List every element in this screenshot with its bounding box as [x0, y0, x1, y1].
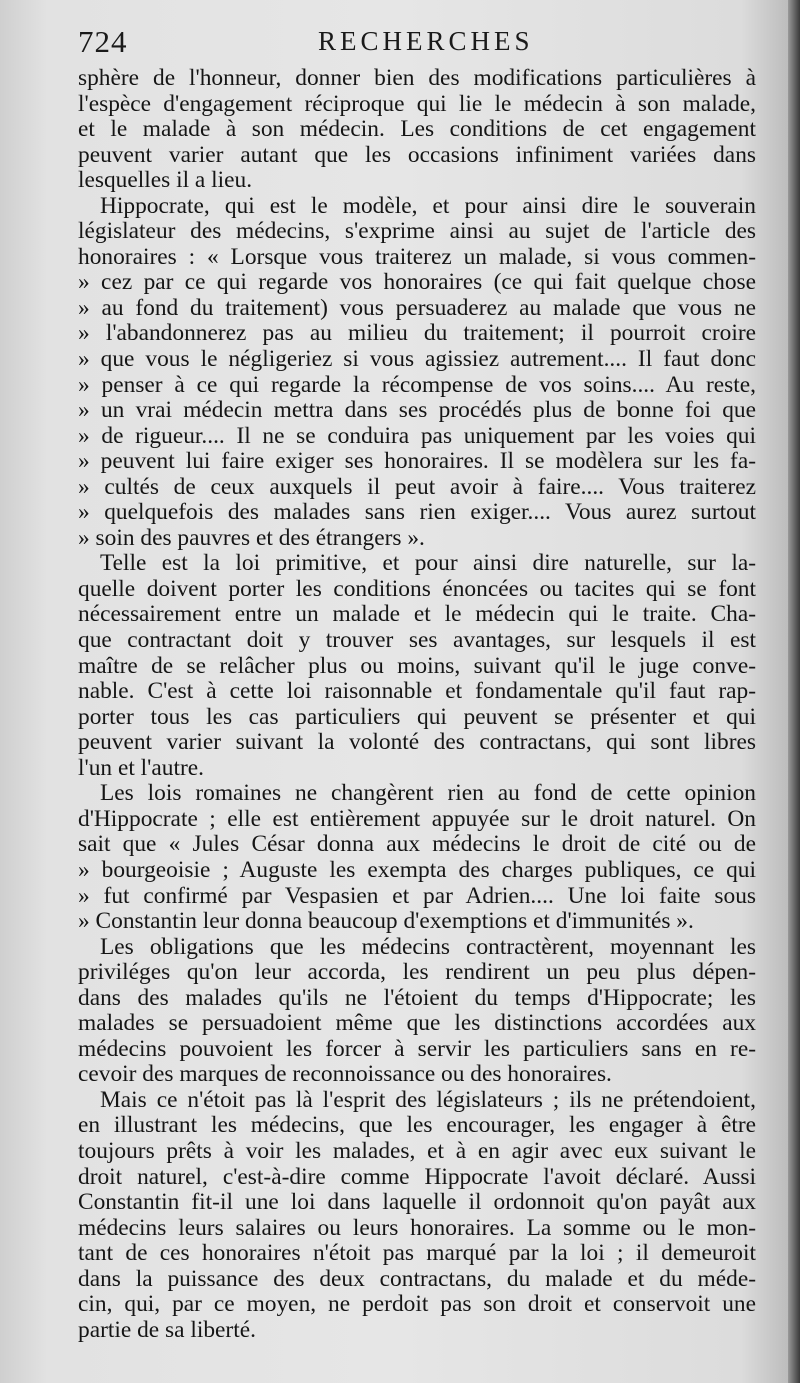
page-header — [78, 22, 758, 62]
text-line: maître de se relâcher plus ou moins, suivant qu'il le juge conve- — [78, 652, 756, 679]
running-title: RECHERCHES — [318, 26, 534, 56]
text-line: et le malade à son médecin. Les conditions de cet engagement — [78, 116, 756, 143]
text-line: Constantin fit-il une loi dans laquelle il ordonnoit qu'on payât aux — [78, 1189, 756, 1216]
quote-line: » de rigueur.... Il ne se conduira pas uniquement par les voies qui — [78, 422, 756, 449]
text-line: nable. C'est à cette loi raisonnable et fondamentale qu'il faut rap- — [78, 678, 756, 705]
text-line: dans des malades qu'ils ne l'étoient du temps d'Hippocrate; les — [78, 984, 756, 1011]
quote-line: » Constantin leur donna beaucoup d'exemptions et d'immunités ». — [78, 908, 694, 935]
paragraph-start-line: Telle est la loi primitive, et pour ainsi dire naturelle, sur la- — [100, 550, 756, 577]
paragraph-start-line: Mais ce n'étoit pas là l'esprit des législateurs ; ils ne prétendoient, — [100, 1086, 756, 1113]
text-line: l'espèce d'engagement réciproque qui lie le médecin à son malade, — [78, 90, 756, 117]
text-line: en illustrant les médecins, que les encourager, les engager à être — [78, 1112, 756, 1139]
text-line: d'Hippocrate ; elle est entièrement appuyée sur le droit naturel. On — [78, 805, 756, 832]
text-line: porter tous les cas particuliers qui peuvent se présenter et qui — [78, 703, 756, 730]
text-line: tant de ces honoraires n'étoit pas marqué par la loi ; il demeuroit — [78, 1240, 756, 1267]
text-line: partie de sa liberté. — [78, 1316, 256, 1343]
quote-line: » fut confirmé par Vespasien et par Adrien.... Une loi faite sous — [78, 882, 756, 909]
paragraph-start-line: Les lois romaines ne changèrent rien au fond de cette opinion — [100, 780, 756, 807]
quote-line: » que vous le négligeriez si vous agissiez autrement.... Il faut donc — [78, 346, 756, 373]
quote-line: » penser à ce qui regarde la récompense de vos soins.... Au reste, — [78, 371, 756, 398]
quote-line: » un vrai médecin mettra dans ses procédés plus de bonne foi que — [78, 397, 756, 424]
text-line: médecins leurs salaires ou leurs honoraires. La somme ou le mon- — [78, 1214, 756, 1241]
quote-line: » soin des pauvres et des étrangers ». — [78, 524, 425, 551]
page-edge-shadow — [788, 0, 800, 1383]
quote-line: » au fond du traitement) vous persuaderez au malade que vous ne — [78, 294, 756, 321]
quote-line: » quelquefois des malades sans rien exiger.... Vous aurez surtout — [78, 499, 756, 526]
quote-line: » l'abandonnerez pas au milieu du traitement; il pourroit croire — [78, 320, 756, 347]
text-line: que contractant doit y trouver ses avantages, sur lesquels il est — [78, 627, 756, 654]
text-line: sphère de l'honneur, donner bien des modifications particulières à — [78, 65, 756, 91]
quote-line: » peuvent lui faire exiger ses honoraires. Il se modèlera sur les fa- — [78, 448, 756, 475]
quote-line: » cez par ce qui regarde vos honoraires (ce qui fait quelque chose — [78, 269, 756, 296]
text-line: cevoir des marques de reconnoissance ou des honoraires. — [78, 1061, 612, 1088]
text-line: toujours prêts à voir les malades, et à en agir avec eux suivant le — [78, 1137, 756, 1164]
text-line: dans la puissance des deux contractans, du malade et du méde- — [78, 1265, 756, 1292]
text-line: priviléges qu'on leur accorda, les rendirent un peu plus dépen- — [78, 959, 756, 986]
text-line: l'un et l'autre. — [78, 754, 204, 781]
text-line: cin, qui, par ce moyen, ne perdoit pas son droit et conservoit une — [78, 1291, 756, 1318]
text-line: quelle doivent porter les conditions énoncées ou tacites qui se font — [78, 575, 756, 602]
text-line: honoraires : « Lorsque vous traiterez un malade, si vous commen- — [78, 243, 756, 270]
text-line: peuvent varier autant que les occasions infiniment variées dans — [78, 141, 756, 168]
paragraph-start-line: Les obligations que les médecins contractèrent, moyennant les — [100, 933, 756, 960]
text-line: droit naturel, c'est-à-dire comme Hippocrate l'avoit déclaré. Aussi — [78, 1163, 756, 1190]
text-line: lesquelles il a lieu. — [78, 167, 253, 194]
quote-line: » bourgeoisie ; Auguste les exempta des charges publiques, ce qui — [78, 856, 756, 883]
text-line: médecins pouvoient les forcer à servir les particuliers sans en re- — [78, 1035, 756, 1062]
paragraph-start-line: Hippocrate, qui est le modèle, et pour ainsi dire le souverain — [100, 192, 756, 219]
body-text — [78, 66, 756, 1343]
page-number: 724 — [78, 24, 128, 59]
quote-line: » cultés de ceux auxquels il peut avoir à faire.... Vous traiterez — [78, 473, 756, 500]
text-line: sait que « Jules César donna aux médecins le droit de cité ou de — [78, 831, 756, 858]
text-line: nécessairement entre un malade et le médecin qui le traite. Cha- — [78, 601, 756, 628]
text-line: peuvent varier suivant la volonté des contractans, qui sont libres — [78, 729, 756, 756]
text-line: législateur des médecins, s'exprime ainsi au sujet de l'article des — [78, 218, 756, 245]
text-line: malades se persuadoient même que les distinctions accordées aux — [78, 1010, 756, 1037]
